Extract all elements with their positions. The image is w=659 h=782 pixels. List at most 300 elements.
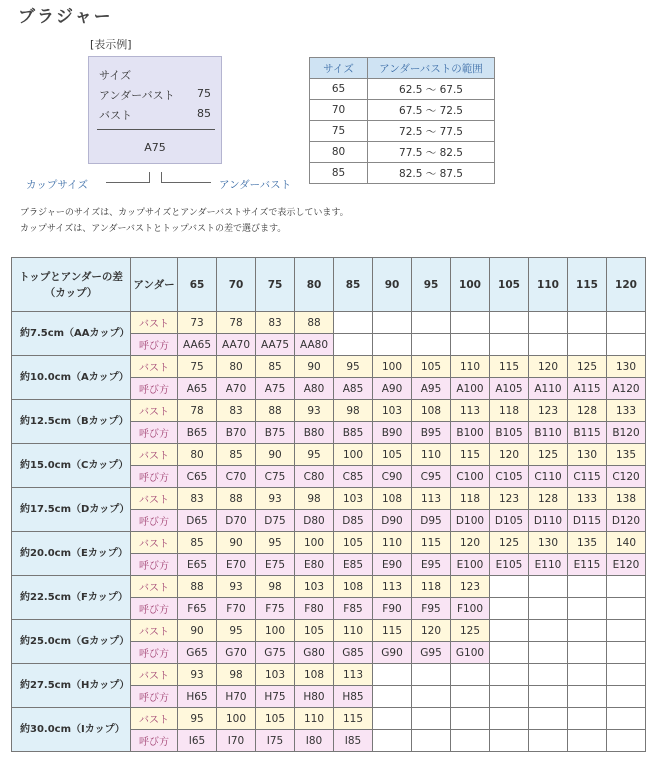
bust-value: 90 — [178, 620, 217, 642]
bust-value: 103 — [334, 488, 373, 510]
bust-row — [12, 620, 646, 642]
bust-label: バスト — [131, 532, 178, 554]
empty-cell — [568, 334, 607, 356]
empty-cell — [529, 686, 568, 708]
bust-row — [12, 576, 646, 598]
bust-row — [12, 532, 646, 554]
header-row — [12, 258, 646, 312]
empty-cell — [490, 730, 529, 752]
header-size: 80 — [295, 258, 334, 312]
call-label: 呼び方 — [131, 334, 178, 356]
bust-value: 95 — [217, 620, 256, 642]
call-value: C65 — [178, 466, 217, 488]
bust-value: 128 — [568, 400, 607, 422]
call-value: C115 — [568, 466, 607, 488]
bust-value: 125 — [451, 620, 490, 642]
bust-value: 120 — [529, 356, 568, 378]
empty-cell — [568, 642, 607, 664]
empty-cell — [568, 312, 607, 334]
cup-label: 約25.0cm（Gカップ） — [12, 620, 131, 664]
call-value: I80 — [295, 730, 334, 752]
call-value: B80 — [295, 422, 334, 444]
header-size: 95 — [412, 258, 451, 312]
empty-cell — [412, 334, 451, 356]
bust-value: 93 — [295, 400, 334, 422]
header-under: アンダー — [131, 258, 178, 312]
empty-cell — [529, 598, 568, 620]
bust-value: 88 — [256, 400, 295, 422]
call-value: I70 — [217, 730, 256, 752]
empty-cell — [373, 664, 412, 686]
bust-value: 85 — [178, 532, 217, 554]
bust-value: 120 — [412, 620, 451, 642]
empty-cell — [490, 312, 529, 334]
call-value: H65 — [178, 686, 217, 708]
bust-value: 115 — [373, 620, 412, 642]
bust-value: 133 — [568, 488, 607, 510]
call-value: A100 — [451, 378, 490, 400]
call-value: E80 — [295, 554, 334, 576]
bust-value: 110 — [295, 708, 334, 730]
call-label: 呼び方 — [131, 378, 178, 400]
bust-value: 98 — [256, 576, 295, 598]
bust-row — [12, 312, 646, 334]
bust-value: 75 — [178, 356, 217, 378]
header-size: 70 — [217, 258, 256, 312]
empty-cell — [451, 686, 490, 708]
call-value: D75 — [256, 510, 295, 532]
bust-value: 98 — [217, 664, 256, 686]
bust-value: 85 — [217, 444, 256, 466]
call-value: A65 — [178, 378, 217, 400]
bust-value: 120 — [451, 532, 490, 554]
call-label: 呼び方 — [131, 510, 178, 532]
bust-value: 80 — [178, 444, 217, 466]
call-value: C110 — [529, 466, 568, 488]
call-value: D70 — [217, 510, 256, 532]
call-value: G75 — [256, 642, 295, 664]
bust-value: 133 — [607, 400, 646, 422]
bust-value: 93 — [178, 664, 217, 686]
bust-row — [12, 664, 646, 686]
bust-value: 83 — [178, 488, 217, 510]
empty-cell — [568, 620, 607, 642]
empty-cell — [334, 312, 373, 334]
empty-cell — [529, 312, 568, 334]
empty-cell — [490, 576, 529, 598]
bust-value: 125 — [529, 444, 568, 466]
cup-label: 約30.0cm（Iカップ） — [12, 708, 131, 752]
bust-label: バスト — [131, 664, 178, 686]
empty-cell — [490, 620, 529, 642]
empty-cell — [373, 730, 412, 752]
bust-value: 113 — [334, 664, 373, 686]
bust-value: 90 — [256, 444, 295, 466]
range-size: 70 — [310, 100, 368, 121]
call-value: AA80 — [295, 334, 334, 356]
header-size: 90 — [373, 258, 412, 312]
call-value: A95 — [412, 378, 451, 400]
range-header-range: アンダーバストの範囲 — [368, 58, 495, 79]
empty-cell — [607, 664, 646, 686]
call-value: H85 — [334, 686, 373, 708]
empty-cell — [529, 664, 568, 686]
cup-size-note: カップサイズ — [26, 179, 89, 191]
bust-value: 120 — [490, 444, 529, 466]
bust-value: 95 — [256, 532, 295, 554]
empty-cell — [568, 598, 607, 620]
call-value: C70 — [217, 466, 256, 488]
bust-label: バスト — [131, 400, 178, 422]
call-value: B110 — [529, 422, 568, 444]
bust-label: バスト — [131, 576, 178, 598]
bust-label: バスト — [131, 356, 178, 378]
range-header-size: サイズ — [310, 58, 368, 79]
bust-value: 83 — [217, 400, 256, 422]
empty-cell — [529, 576, 568, 598]
call-value: B115 — [568, 422, 607, 444]
empty-cell — [607, 598, 646, 620]
bust-value: 108 — [295, 664, 334, 686]
empty-cell — [451, 312, 490, 334]
call-value: A90 — [373, 378, 412, 400]
bust-value: 78 — [178, 400, 217, 422]
empty-cell — [373, 708, 412, 730]
example-under-label: アンダーバスト — [99, 89, 175, 102]
under-bust-note: アンダーバスト — [219, 179, 292, 191]
call-value: A110 — [529, 378, 568, 400]
call-value: I65 — [178, 730, 217, 752]
call-value: E100 — [451, 554, 490, 576]
cup-label: 約10.0cm（Aカップ） — [12, 356, 131, 400]
call-value: E90 — [373, 554, 412, 576]
call-value: D85 — [334, 510, 373, 532]
bust-value: 115 — [490, 356, 529, 378]
bust-value: 103 — [373, 400, 412, 422]
header-size: 110 — [529, 258, 568, 312]
bust-value: 105 — [256, 708, 295, 730]
call-value: E95 — [412, 554, 451, 576]
bust-row — [12, 444, 646, 466]
call-value: D95 — [412, 510, 451, 532]
bust-label: バスト — [131, 444, 178, 466]
call-value: B105 — [490, 422, 529, 444]
call-value: F75 — [256, 598, 295, 620]
cup-label: 約12.5cm（Bカップ） — [12, 400, 131, 444]
empty-cell — [412, 312, 451, 334]
example-code: A75 — [144, 141, 166, 154]
range-value: 82.5 ～ 87.5 — [368, 163, 495, 184]
bust-value: 95 — [295, 444, 334, 466]
bust-value: 110 — [334, 620, 373, 642]
bust-value: 130 — [529, 532, 568, 554]
bust-value: 113 — [373, 576, 412, 598]
call-value: E120 — [607, 554, 646, 576]
example-size-label: サイズ — [99, 69, 132, 82]
call-value: C90 — [373, 466, 412, 488]
call-label: 呼び方 — [131, 730, 178, 752]
range-value: 77.5 ～ 82.5 — [368, 142, 495, 163]
call-value: E65 — [178, 554, 217, 576]
call-value: F65 — [178, 598, 217, 620]
under-bracket — [161, 172, 211, 183]
page-title: ブラジャー — [18, 7, 113, 27]
call-value: I85 — [334, 730, 373, 752]
cup-label: 約27.5cm（Hカップ） — [12, 664, 131, 708]
bust-value: 88 — [178, 576, 217, 598]
call-value: C80 — [295, 466, 334, 488]
bust-value: 115 — [412, 532, 451, 554]
empty-cell — [451, 708, 490, 730]
call-value: AA65 — [178, 334, 217, 356]
call-value: D110 — [529, 510, 568, 532]
bust-value: 105 — [334, 532, 373, 554]
bust-value: 88 — [295, 312, 334, 334]
example-bust-label: バスト — [99, 109, 132, 122]
bust-value: 118 — [412, 576, 451, 598]
call-value: E110 — [529, 554, 568, 576]
bust-value: 100 — [373, 356, 412, 378]
bust-value: 90 — [217, 532, 256, 554]
bust-value: 83 — [256, 312, 295, 334]
call-value: F80 — [295, 598, 334, 620]
size-range-table — [309, 57, 495, 184]
call-value: F90 — [373, 598, 412, 620]
call-value: B70 — [217, 422, 256, 444]
bust-value: 113 — [451, 400, 490, 422]
call-value: C120 — [607, 466, 646, 488]
call-value: F85 — [334, 598, 373, 620]
call-value: H70 — [217, 686, 256, 708]
cup-bracket — [106, 172, 150, 183]
bust-value: 105 — [373, 444, 412, 466]
empty-cell — [607, 708, 646, 730]
call-value: C85 — [334, 466, 373, 488]
call-label: 呼び方 — [131, 554, 178, 576]
call-value: AA70 — [217, 334, 256, 356]
empty-cell — [529, 620, 568, 642]
empty-cell — [451, 664, 490, 686]
call-value: G95 — [412, 642, 451, 664]
bust-value: 85 — [256, 356, 295, 378]
empty-cell — [607, 312, 646, 334]
cup-label: 約20.0cm（Eカップ） — [12, 532, 131, 576]
bust-value: 130 — [607, 356, 646, 378]
call-value: H75 — [256, 686, 295, 708]
call-label: 呼び方 — [131, 598, 178, 620]
bra-size-table — [11, 257, 646, 752]
call-value: C95 — [412, 466, 451, 488]
call-value: A85 — [334, 378, 373, 400]
bust-value: 100 — [295, 532, 334, 554]
empty-cell — [607, 576, 646, 598]
cup-label: 約15.0cm（Cカップ） — [12, 444, 131, 488]
empty-cell — [490, 664, 529, 686]
cup-label: 約7.5cm（AAカップ） — [12, 312, 131, 356]
bust-value: 93 — [217, 576, 256, 598]
empty-cell — [529, 642, 568, 664]
call-label: 呼び方 — [131, 422, 178, 444]
call-value: G65 — [178, 642, 217, 664]
cup-label: 約22.5cm（Fカップ） — [12, 576, 131, 620]
empty-cell — [451, 730, 490, 752]
bust-value: 108 — [334, 576, 373, 598]
example-box — [88, 56, 222, 164]
empty-cell — [412, 664, 451, 686]
bust-value: 103 — [256, 664, 295, 686]
header-size: 65 — [178, 258, 217, 312]
bust-value: 123 — [490, 488, 529, 510]
description-line-1: ブラジャーのサイズは、カップサイズとアンダーバストサイズで表示しています。 — [20, 208, 349, 218]
bust-label: バスト — [131, 312, 178, 334]
call-value: E105 — [490, 554, 529, 576]
header-size: 120 — [607, 258, 646, 312]
bust-value: 135 — [568, 532, 607, 554]
example-under-value: 75 — [197, 87, 211, 100]
call-value: F100 — [451, 598, 490, 620]
bust-value: 128 — [529, 488, 568, 510]
example-divider — [97, 129, 215, 130]
bust-value: 100 — [256, 620, 295, 642]
header-diff: トップとアンダーの差（カップ） — [12, 258, 131, 312]
empty-cell — [451, 334, 490, 356]
header-size: 100 — [451, 258, 490, 312]
description-line-2: カップサイズは、アンダーバストとトップバストの差で選びます。 — [20, 224, 287, 234]
bust-value: 125 — [490, 532, 529, 554]
call-value: B65 — [178, 422, 217, 444]
call-value: I75 — [256, 730, 295, 752]
bust-value: 105 — [412, 356, 451, 378]
call-value: D90 — [373, 510, 412, 532]
bust-value: 100 — [217, 708, 256, 730]
header-size: 75 — [256, 258, 295, 312]
call-value: G85 — [334, 642, 373, 664]
empty-cell — [490, 686, 529, 708]
call-value: C105 — [490, 466, 529, 488]
bust-value: 110 — [373, 532, 412, 554]
call-value: AA75 — [256, 334, 295, 356]
bust-value: 108 — [412, 400, 451, 422]
bust-value: 118 — [451, 488, 490, 510]
bust-value: 100 — [334, 444, 373, 466]
empty-cell — [490, 598, 529, 620]
call-value: D105 — [490, 510, 529, 532]
bust-value: 78 — [217, 312, 256, 334]
bust-value: 140 — [607, 532, 646, 554]
call-value: B120 — [607, 422, 646, 444]
empty-cell — [529, 708, 568, 730]
empty-cell — [607, 620, 646, 642]
bust-value: 105 — [295, 620, 334, 642]
empty-cell — [412, 730, 451, 752]
empty-cell — [490, 708, 529, 730]
bust-value: 118 — [490, 400, 529, 422]
bust-value: 123 — [451, 576, 490, 598]
call-value: C75 — [256, 466, 295, 488]
call-value: E115 — [568, 554, 607, 576]
call-label: 呼び方 — [131, 642, 178, 664]
range-size: 75 — [310, 121, 368, 142]
header-size: 115 — [568, 258, 607, 312]
bust-value: 115 — [451, 444, 490, 466]
empty-cell — [334, 334, 373, 356]
bust-value: 138 — [607, 488, 646, 510]
cup-label: 約17.5cm（Dカップ） — [12, 488, 131, 532]
empty-cell — [490, 334, 529, 356]
bust-value: 98 — [295, 488, 334, 510]
empty-cell — [568, 730, 607, 752]
call-label: 呼び方 — [131, 686, 178, 708]
header-size: 105 — [490, 258, 529, 312]
call-value: B90 — [373, 422, 412, 444]
call-value: E85 — [334, 554, 373, 576]
range-value: 67.5 ～ 72.5 — [368, 100, 495, 121]
empty-cell — [568, 664, 607, 686]
empty-cell — [412, 686, 451, 708]
call-value: D80 — [295, 510, 334, 532]
call-value: E70 — [217, 554, 256, 576]
empty-cell — [373, 686, 412, 708]
call-value: A120 — [607, 378, 646, 400]
call-value: A80 — [295, 378, 334, 400]
bust-label: バスト — [131, 620, 178, 642]
empty-cell — [490, 642, 529, 664]
bust-value: 95 — [334, 356, 373, 378]
bust-value: 95 — [178, 708, 217, 730]
bust-value: 113 — [412, 488, 451, 510]
call-value: B100 — [451, 422, 490, 444]
range-size: 85 — [310, 163, 368, 184]
call-value: H80 — [295, 686, 334, 708]
bust-label: バスト — [131, 708, 178, 730]
range-size: 80 — [310, 142, 368, 163]
empty-cell — [412, 708, 451, 730]
bust-value: 130 — [568, 444, 607, 466]
call-value: D65 — [178, 510, 217, 532]
empty-cell — [373, 334, 412, 356]
call-value: E75 — [256, 554, 295, 576]
call-value: D120 — [607, 510, 646, 532]
call-value: D100 — [451, 510, 490, 532]
empty-cell — [568, 576, 607, 598]
example-bust-value: 85 — [197, 107, 211, 120]
call-value: A75 — [256, 378, 295, 400]
bust-value: 103 — [295, 576, 334, 598]
call-value: A70 — [217, 378, 256, 400]
bust-value: 135 — [607, 444, 646, 466]
call-value: F70 — [217, 598, 256, 620]
bust-row — [12, 708, 646, 730]
empty-cell — [529, 730, 568, 752]
empty-cell — [607, 686, 646, 708]
empty-cell — [529, 334, 568, 356]
call-value: G100 — [451, 642, 490, 664]
call-value: B95 — [412, 422, 451, 444]
bust-row — [12, 488, 646, 510]
call-value: G90 — [373, 642, 412, 664]
bust-row — [12, 400, 646, 422]
bust-value: 80 — [217, 356, 256, 378]
call-value: A115 — [568, 378, 607, 400]
range-value: 62.5 ～ 67.5 — [368, 79, 495, 100]
bust-value: 115 — [334, 708, 373, 730]
bust-value: 125 — [568, 356, 607, 378]
empty-cell — [373, 312, 412, 334]
empty-cell — [607, 334, 646, 356]
call-value: C100 — [451, 466, 490, 488]
bust-value: 90 — [295, 356, 334, 378]
empty-cell — [568, 686, 607, 708]
